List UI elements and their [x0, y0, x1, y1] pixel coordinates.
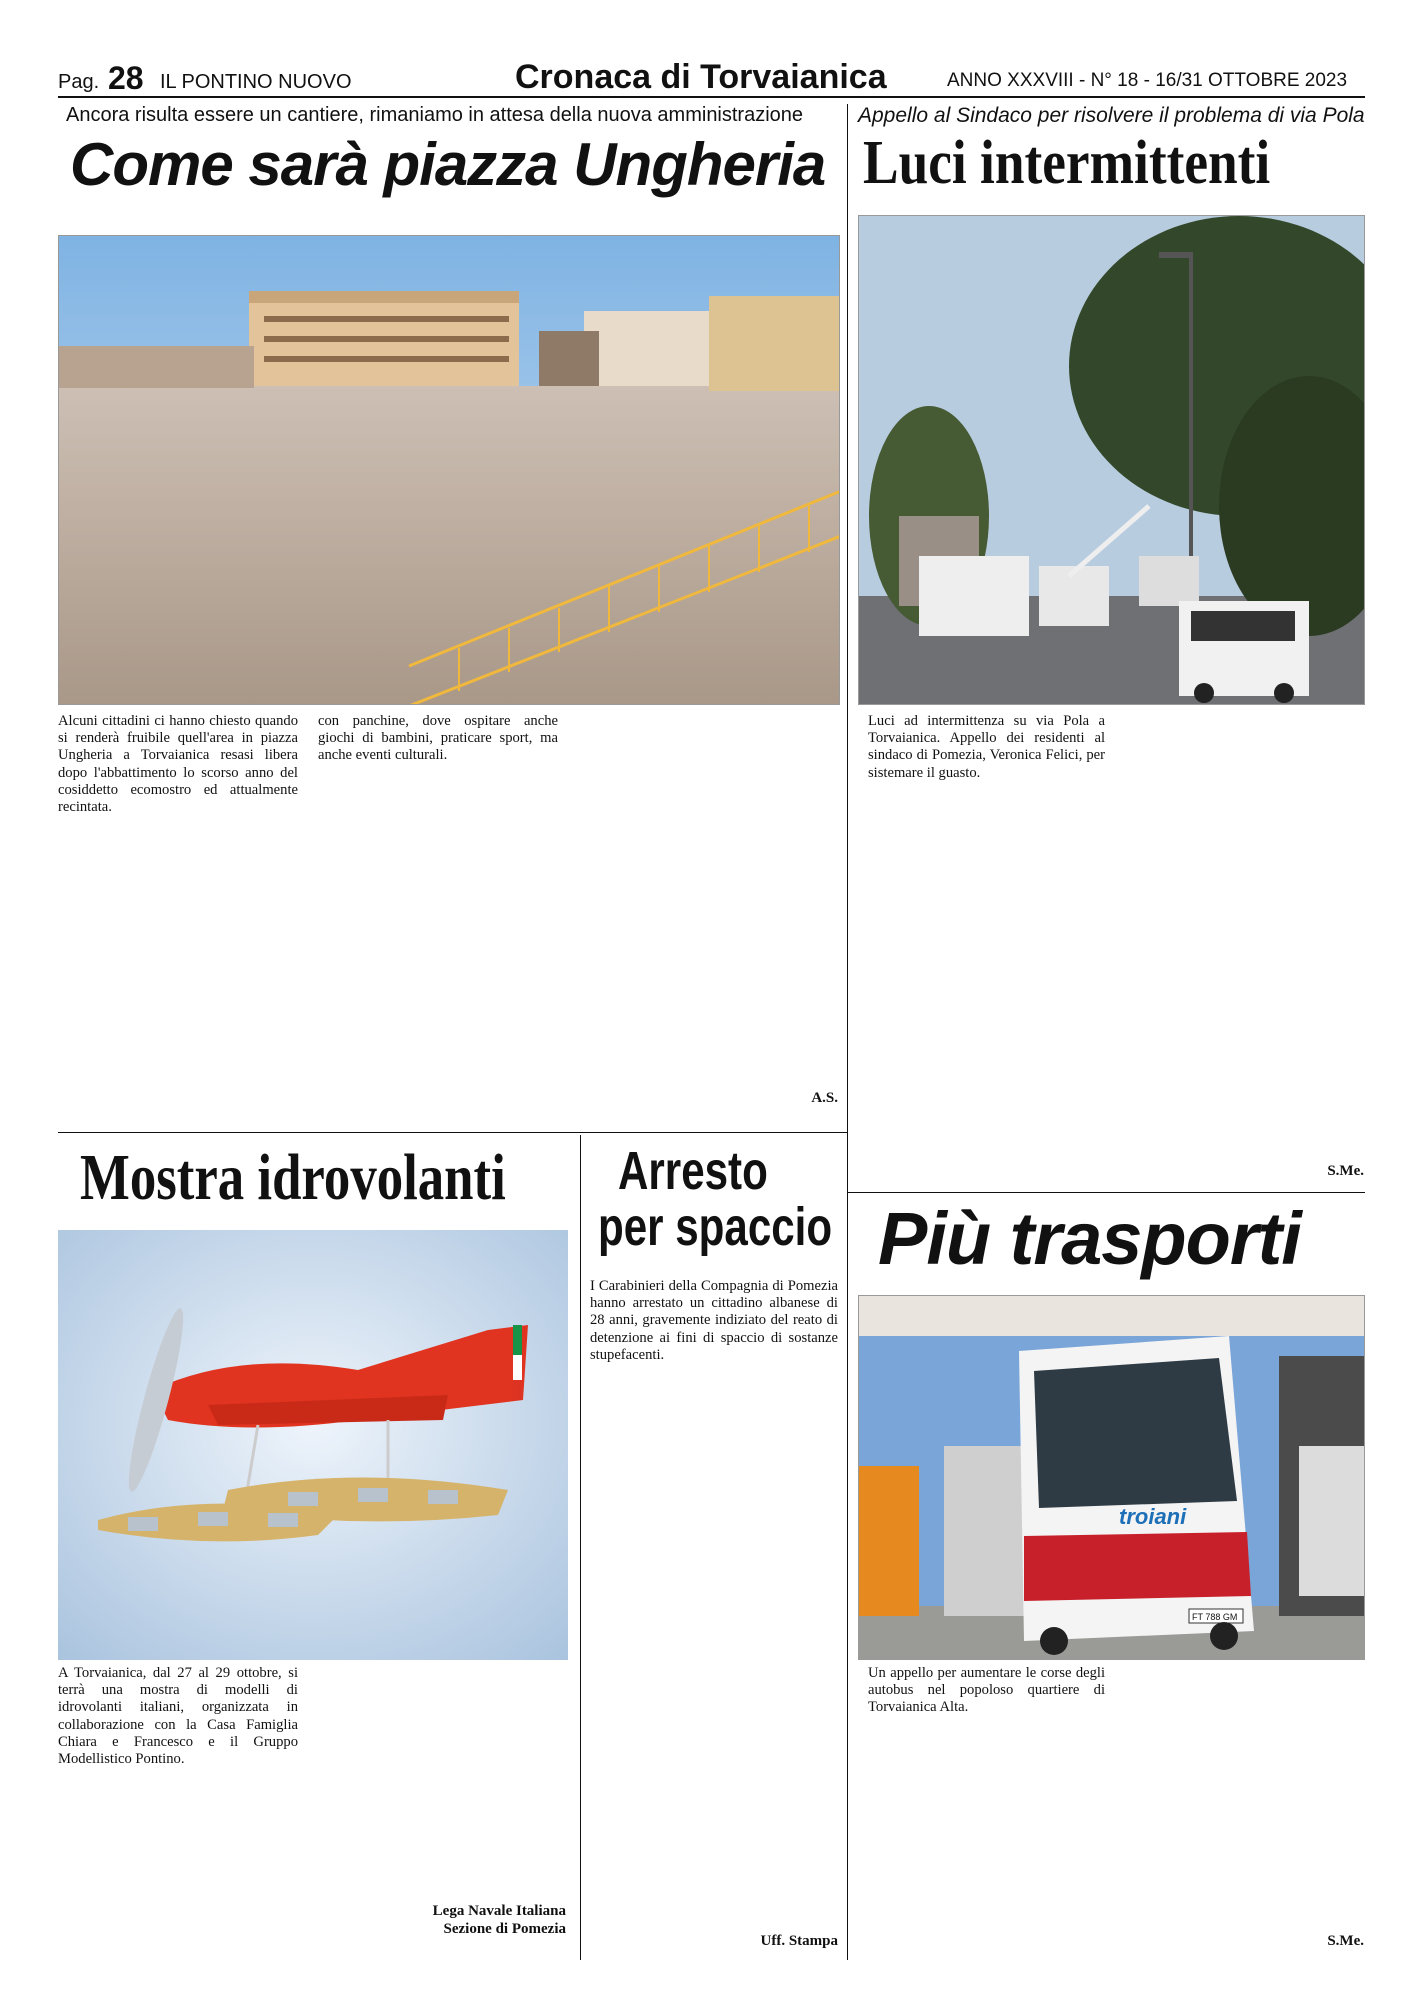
bus-brand-text: troiani — [1119, 1504, 1187, 1529]
article2-column-2 — [1124, 713, 1364, 1153]
article4-headline-line2: per spaccio — [598, 1197, 833, 1257]
article4-column: I Carabinieri della Compagnia di Pomezia hanno arrestato un cittadino albanese di 28 anni, gravemente indiziato del reato di detenzione ai fini di spaccio di sostanze stupefacenti. — [590, 1278, 838, 1363]
article2-signature: S.Me. — [1327, 1163, 1364, 1179]
article1-headline: Come sarà piazza Ungheria — [70, 131, 826, 198]
bus-plate-text: FT 788 GM — [1192, 1612, 1238, 1622]
article1-signature: A.S. — [811, 1090, 838, 1106]
piazza-ungheria-photo — [58, 235, 840, 705]
page-number: 28 — [108, 60, 144, 96]
article3-headline: Mostra idrovolanti — [80, 1141, 506, 1214]
article4-headline-line1: Arresto — [618, 1141, 768, 1201]
section-title: Cronaca di Torvaianica — [515, 58, 887, 96]
article1-column-2: con panchine, dove ospitare anche giochi di bambini, praticare sport, ma anche eventi culturali. — [318, 713, 558, 764]
article2-headline: Luci intermittenti — [863, 129, 1271, 197]
bottom-column-divider-1 — [580, 1135, 581, 1960]
page-label: Pag. — [58, 71, 100, 93]
article4-signature: Uff. Stampa — [760, 1933, 838, 1949]
article1-column-1: Alcuni cittadini ci hanno chiesto quando si renderà fruibile quell'area in piazza Ungheria a Torvaianica resasi libera dopo l'abbattimento lo scorso anno del cosiddetto ecomostro ed attualmente recintata. — [58, 713, 298, 816]
article3-column-2 — [318, 1665, 566, 1895]
bottom-column-divider-2 — [847, 1135, 848, 1960]
troiani-bus-photo — [858, 1295, 1365, 1660]
article5-column-1: Un appello per aumentare le corse degli autobus nel popoloso quartiere di Torvaianica Alta. — [868, 1665, 1105, 1716]
article2-kicker: Appello al Sindaco per risolvere il problema di via Pola — [858, 104, 1365, 127]
horizontal-divider-right — [847, 1192, 1365, 1193]
top-column-divider — [847, 104, 848, 1192]
seaplane-illustration — [58, 1230, 568, 1660]
article3-signature-line1: Lega Navale Italiana — [432, 1903, 566, 1919]
piazza-photo-illustration — [59, 236, 840, 705]
seaplane-model-photo — [58, 1230, 568, 1660]
article1-kicker: Ancora risulta essere un cantiere, rimaniamo in attesa della nuova amministrazione — [66, 104, 804, 126]
via-pola-photo-illustration — [859, 216, 1365, 705]
article3-column-1: A Torvaianica, dal 27 al 29 ottobre, si terrà una mostra di modelli di idrovolanti italiani, organizzata in collaborazione con la Casa Famiglia Chiara e Francesco e il Gruppo Modellistico Pontino. — [58, 1665, 298, 1768]
issue-info: ANNO XXXVIII - N° 18 - 16/31 OTTOBRE 2023 — [947, 70, 1348, 91]
bus-illustration — [859, 1296, 1365, 1660]
masthead-rule — [58, 96, 1365, 98]
article5-signature: S.Me. — [1327, 1933, 1364, 1949]
article5-column-2 — [1124, 1665, 1364, 1927]
article3-signature-line2: Sezione di Pomezia — [443, 1921, 566, 1937]
horizontal-divider-left — [58, 1132, 847, 1133]
article1-column-3 — [590, 713, 838, 1083]
via-pola-photo — [858, 215, 1365, 705]
article5-headline: Più trasporti — [878, 1197, 1301, 1280]
article2-column-1: Luci ad intermittenza su via Pola a Torvaianica. Appello dei residenti al sindaco di Pomezia, Veronica Felici, per sistemare il guasto. — [868, 713, 1105, 781]
paper-name: IL PONTINO NUOVO — [160, 71, 352, 93]
